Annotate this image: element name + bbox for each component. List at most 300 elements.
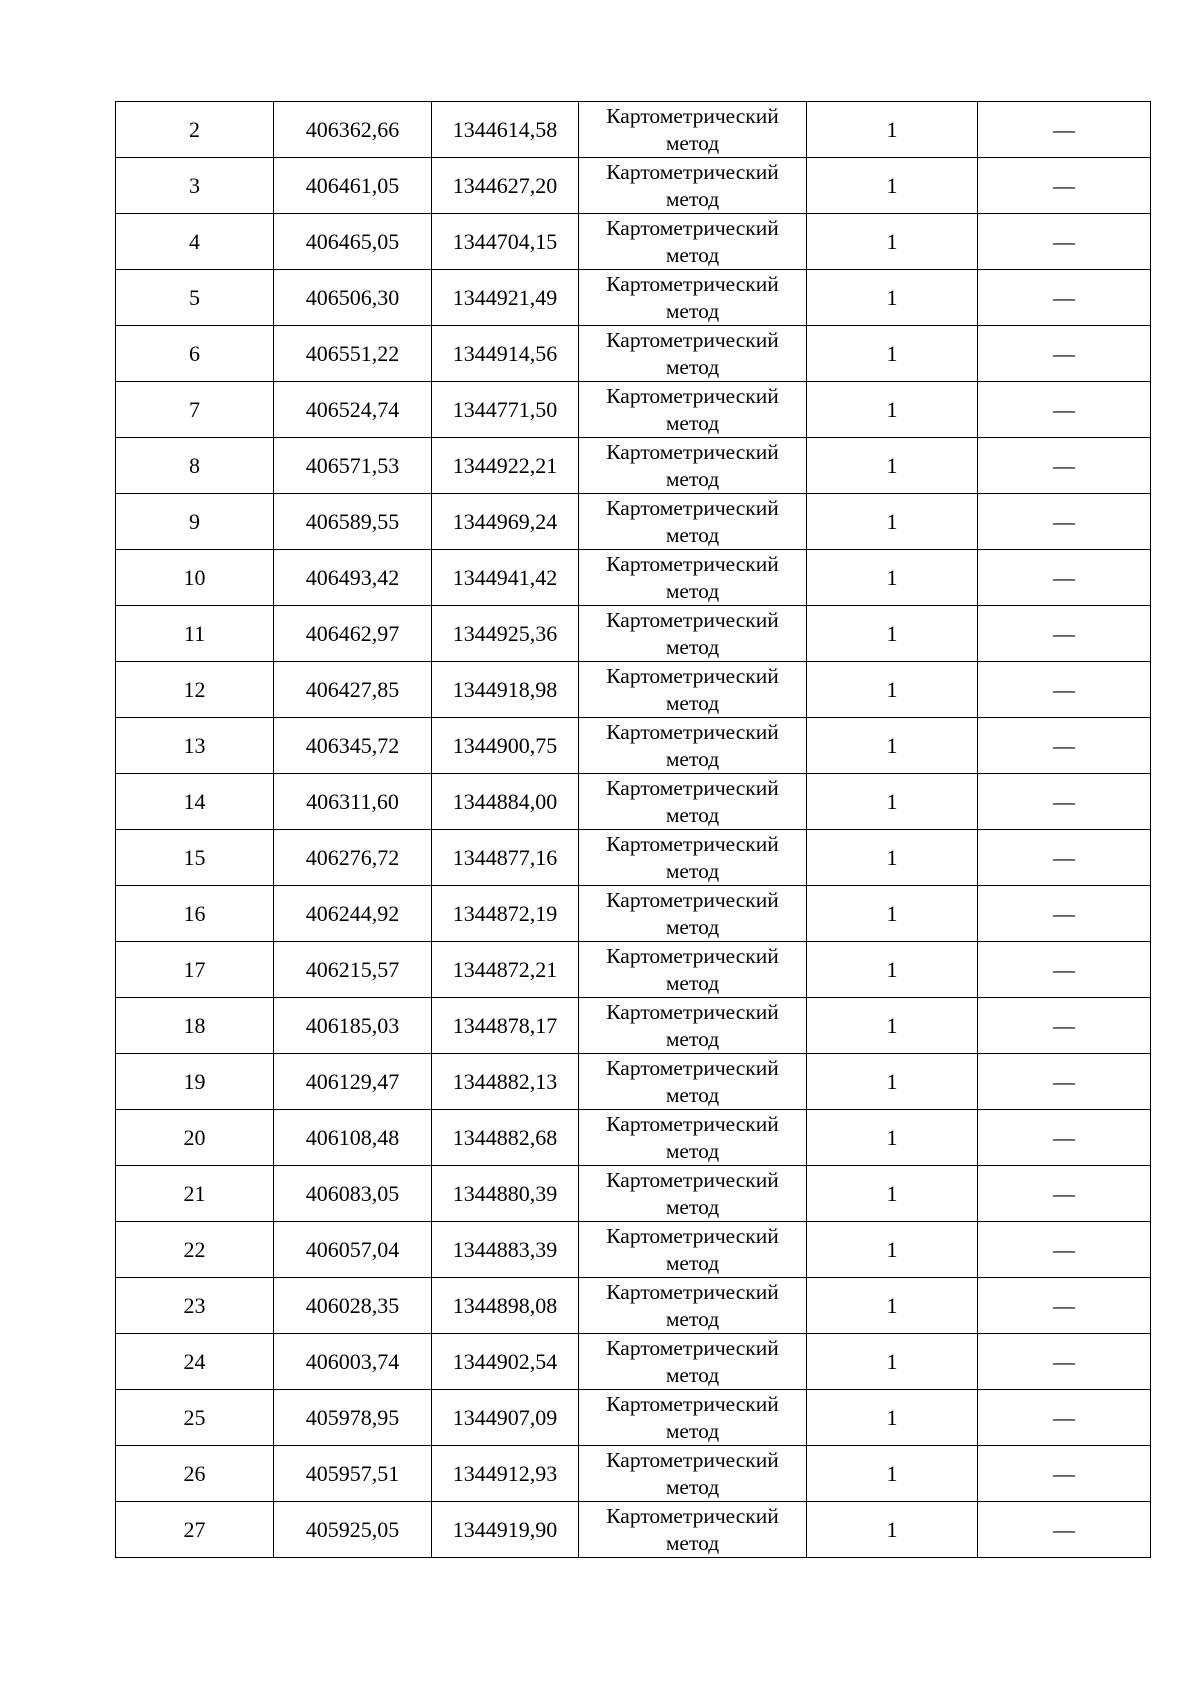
table-row xyxy=(116,382,1151,438)
y-coordinate-cell xyxy=(432,494,579,550)
method-line-1: Картометрический xyxy=(606,327,779,352)
note-dash: — xyxy=(1053,284,1075,310)
x-coordinate: 405925,05 xyxy=(305,1516,400,1542)
note-dash: — xyxy=(1053,1348,1075,1374)
accuracy-value: 1 xyxy=(886,508,898,534)
table-row xyxy=(116,214,1151,270)
accuracy-value: 1 xyxy=(886,1404,898,1430)
point-number-cell xyxy=(116,382,274,438)
note-dash: — xyxy=(1053,1236,1075,1262)
table-row xyxy=(116,1390,1151,1446)
note-cell xyxy=(978,662,1151,718)
method-line-1: Картометрический xyxy=(606,1223,779,1248)
table-row xyxy=(116,1278,1151,1334)
method-line-1: Картометрический xyxy=(606,1167,779,1192)
method-cell xyxy=(579,1446,807,1502)
accuracy-value: 1 xyxy=(886,844,898,870)
x-coordinate: 406185,03 xyxy=(305,1012,400,1038)
method-cell xyxy=(579,1054,807,1110)
accuracy-value: 1 xyxy=(886,620,898,646)
accuracy-value: 1 xyxy=(886,172,898,198)
point-number: 15 xyxy=(183,844,206,870)
x-coordinate: 406551,22 xyxy=(305,340,400,366)
note-cell xyxy=(978,214,1151,270)
point-number-cell xyxy=(116,886,274,942)
point-number: 24 xyxy=(183,1348,206,1374)
note-cell xyxy=(978,1166,1151,1222)
method-line-2: метод xyxy=(665,1418,720,1443)
y-coordinate: 1344907,09 xyxy=(452,1404,558,1430)
table-row xyxy=(116,494,1151,550)
x-coordinate: 406345,72 xyxy=(305,732,400,758)
method-line-2: метод xyxy=(665,1474,720,1499)
x-coordinate: 406057,04 xyxy=(305,1236,400,1262)
note-cell xyxy=(978,270,1151,326)
method-cell xyxy=(579,942,807,998)
method-line-1: Картометрический xyxy=(606,159,779,184)
note-dash: — xyxy=(1053,844,1075,870)
note-cell xyxy=(978,326,1151,382)
y-coordinate-cell xyxy=(432,382,579,438)
table-row xyxy=(116,774,1151,830)
x-coordinate: 406003,74 xyxy=(305,1348,400,1374)
table-row xyxy=(116,438,1151,494)
y-coordinate: 1344771,50 xyxy=(452,396,558,422)
y-coordinate-cell xyxy=(432,270,579,326)
y-coordinate-cell xyxy=(432,998,579,1054)
y-coordinate: 1344912,93 xyxy=(452,1460,558,1486)
x-coordinate-cell xyxy=(274,1502,432,1558)
point-number: 18 xyxy=(183,1012,206,1038)
x-coordinate: 405978,95 xyxy=(305,1404,400,1430)
point-number-cell xyxy=(116,1110,274,1166)
method-line-2: метод xyxy=(665,578,720,603)
x-coordinate: 406462,97 xyxy=(305,620,400,646)
note-cell xyxy=(978,1278,1151,1334)
method-cell xyxy=(579,1110,807,1166)
accuracy-cell xyxy=(807,886,978,942)
y-coordinate-cell xyxy=(432,1054,579,1110)
y-coordinate: 1344880,39 xyxy=(452,1180,558,1206)
x-coordinate: 406362,66 xyxy=(305,116,400,142)
method-line-1: Картометрический xyxy=(606,103,779,128)
point-number: 5 xyxy=(189,284,200,310)
note-cell xyxy=(978,102,1151,158)
method-cell xyxy=(579,158,807,214)
method-line-1: Картометрический xyxy=(606,607,779,632)
method-line-2: метод xyxy=(665,1250,720,1275)
method-cell xyxy=(579,102,807,158)
y-coordinate: 1344872,19 xyxy=(452,900,558,926)
note-cell xyxy=(978,998,1151,1054)
accuracy-value: 1 xyxy=(886,1348,898,1374)
accuracy-cell xyxy=(807,214,978,270)
coordinates-table xyxy=(115,101,1151,1558)
point-number: 17 xyxy=(183,956,206,982)
point-number-cell xyxy=(116,1390,274,1446)
note-cell xyxy=(978,774,1151,830)
method-cell xyxy=(579,998,807,1054)
y-coordinate-cell xyxy=(432,158,579,214)
y-coordinate-cell xyxy=(432,550,579,606)
note-dash: — xyxy=(1053,620,1075,646)
method-line-2: метод xyxy=(665,1306,720,1331)
table-row xyxy=(116,270,1151,326)
method-line-1: Картометрический xyxy=(606,383,779,408)
y-coordinate: 1344614,58 xyxy=(452,116,558,142)
note-dash: — xyxy=(1053,1460,1075,1486)
y-coordinate-cell xyxy=(432,662,579,718)
point-number: 27 xyxy=(183,1516,206,1542)
note-dash: — xyxy=(1053,732,1075,758)
accuracy-cell xyxy=(807,1166,978,1222)
method-cell xyxy=(579,1390,807,1446)
point-number-cell xyxy=(116,718,274,774)
accuracy-value: 1 xyxy=(886,732,898,758)
method-line-1: Картометрический xyxy=(606,495,779,520)
note-dash: — xyxy=(1053,396,1075,422)
note-dash: — xyxy=(1053,956,1075,982)
method-line-2: метод xyxy=(665,242,720,267)
point-number: 13 xyxy=(183,732,206,758)
note-cell xyxy=(978,158,1151,214)
accuracy-cell xyxy=(807,1446,978,1502)
point-number: 23 xyxy=(183,1292,206,1318)
method-line-1: Картометрический xyxy=(606,1335,779,1360)
method-line-2: метод xyxy=(665,858,720,883)
x-coordinate-cell xyxy=(274,214,432,270)
table-row xyxy=(116,326,1151,382)
note-dash: — xyxy=(1053,1180,1075,1206)
x-coordinate: 406129,47 xyxy=(305,1068,400,1094)
table-row xyxy=(116,1334,1151,1390)
accuracy-cell xyxy=(807,438,978,494)
accuracy-value: 1 xyxy=(886,1180,898,1206)
x-coordinate: 406083,05 xyxy=(305,1180,400,1206)
method-line-1: Картометрический xyxy=(606,831,779,856)
note-cell xyxy=(978,1446,1151,1502)
accuracy-cell xyxy=(807,718,978,774)
accuracy-cell xyxy=(807,606,978,662)
point-number-cell xyxy=(116,662,274,718)
accuracy-value: 1 xyxy=(886,228,898,254)
accuracy-value: 1 xyxy=(886,1460,898,1486)
method-line-2: метод xyxy=(665,1362,720,1387)
x-coordinate-cell xyxy=(274,830,432,886)
method-line-1: Картометрический xyxy=(606,1447,779,1472)
y-coordinate: 1344872,21 xyxy=(452,956,558,982)
accuracy-cell xyxy=(807,494,978,550)
y-coordinate-cell xyxy=(432,886,579,942)
method-line-2: метод xyxy=(665,1194,720,1219)
accuracy-value: 1 xyxy=(886,396,898,422)
x-coordinate-cell xyxy=(274,270,432,326)
y-coordinate-cell xyxy=(432,718,579,774)
accuracy-cell xyxy=(807,1222,978,1278)
y-coordinate: 1344914,56 xyxy=(452,340,558,366)
y-coordinate-cell xyxy=(432,214,579,270)
method-line-2: метод xyxy=(665,522,720,547)
x-coordinate-cell xyxy=(274,1278,432,1334)
accuracy-cell xyxy=(807,102,978,158)
x-coordinate-cell xyxy=(274,102,432,158)
point-number: 7 xyxy=(189,396,200,422)
method-cell xyxy=(579,886,807,942)
y-coordinate: 1344925,36 xyxy=(452,620,558,646)
x-coordinate-cell xyxy=(274,1166,432,1222)
accuracy-cell xyxy=(807,158,978,214)
point-number-cell xyxy=(116,214,274,270)
y-coordinate: 1344969,24 xyxy=(452,508,558,534)
y-coordinate: 1344919,90 xyxy=(452,1516,558,1542)
note-dash: — xyxy=(1053,788,1075,814)
note-cell xyxy=(978,1502,1151,1558)
point-number-cell xyxy=(116,102,274,158)
x-coordinate-cell xyxy=(274,886,432,942)
note-dash: — xyxy=(1053,676,1075,702)
table-row xyxy=(116,886,1151,942)
accuracy-cell xyxy=(807,1278,978,1334)
y-coordinate-cell xyxy=(432,1278,579,1334)
method-cell xyxy=(579,1278,807,1334)
accuracy-value: 1 xyxy=(886,1516,898,1542)
y-coordinate-cell xyxy=(432,606,579,662)
table-row xyxy=(116,606,1151,662)
x-coordinate: 406427,85 xyxy=(305,676,400,702)
point-number: 21 xyxy=(183,1180,206,1206)
point-number-cell xyxy=(116,774,274,830)
table-row xyxy=(116,942,1151,998)
x-coordinate: 406524,74 xyxy=(305,396,400,422)
method-line-1: Картометрический xyxy=(606,887,779,912)
note-dash: — xyxy=(1053,228,1075,254)
note-cell xyxy=(978,718,1151,774)
method-cell xyxy=(579,1222,807,1278)
point-number-cell xyxy=(116,494,274,550)
point-number-cell xyxy=(116,606,274,662)
note-cell xyxy=(978,550,1151,606)
method-line-1: Картометрический xyxy=(606,1055,779,1080)
point-number: 3 xyxy=(189,172,200,198)
accuracy-value: 1 xyxy=(886,788,898,814)
method-line-1: Картометрический xyxy=(606,1279,779,1304)
table-row xyxy=(116,550,1151,606)
point-number: 10 xyxy=(183,564,206,590)
table-row xyxy=(116,1166,1151,1222)
method-line-1: Картометрический xyxy=(606,1503,779,1528)
x-coordinate-cell xyxy=(274,550,432,606)
note-dash: — xyxy=(1053,452,1075,478)
point-number-cell xyxy=(116,1222,274,1278)
x-coordinate-cell xyxy=(274,606,432,662)
accuracy-cell xyxy=(807,1110,978,1166)
y-coordinate-cell xyxy=(432,1446,579,1502)
x-coordinate-cell xyxy=(274,158,432,214)
method-line-1: Картометрический xyxy=(606,215,779,240)
point-number: 12 xyxy=(183,676,206,702)
method-line-2: метод xyxy=(665,1530,720,1555)
accuracy-cell xyxy=(807,1334,978,1390)
note-dash: — xyxy=(1053,1404,1075,1430)
table-row xyxy=(116,102,1151,158)
y-coordinate: 1344884,00 xyxy=(452,788,558,814)
method-cell xyxy=(579,270,807,326)
accuracy-cell xyxy=(807,1054,978,1110)
accuracy-cell xyxy=(807,774,978,830)
x-coordinate: 406465,05 xyxy=(305,228,400,254)
point-number-cell xyxy=(116,1502,274,1558)
note-cell xyxy=(978,1222,1151,1278)
note-cell xyxy=(978,886,1151,942)
x-coordinate: 406571,53 xyxy=(305,452,400,478)
method-line-2: метод xyxy=(665,634,720,659)
table-row xyxy=(116,718,1151,774)
x-coordinate-cell xyxy=(274,382,432,438)
x-coordinate-cell xyxy=(274,1222,432,1278)
method-cell xyxy=(579,494,807,550)
method-cell xyxy=(579,1166,807,1222)
note-cell xyxy=(978,1390,1151,1446)
point-number-cell xyxy=(116,1054,274,1110)
x-coordinate-cell xyxy=(274,774,432,830)
x-coordinate-cell xyxy=(274,1110,432,1166)
note-dash: — xyxy=(1053,1516,1075,1542)
method-line-1: Картометрический xyxy=(606,551,779,576)
point-number-cell xyxy=(116,998,274,1054)
point-number: 4 xyxy=(189,228,200,254)
accuracy-cell xyxy=(807,326,978,382)
note-cell xyxy=(978,382,1151,438)
accuracy-cell xyxy=(807,1502,978,1558)
accuracy-value: 1 xyxy=(886,956,898,982)
note-cell xyxy=(978,1334,1151,1390)
method-cell xyxy=(579,1334,807,1390)
method-cell xyxy=(579,718,807,774)
y-coordinate: 1344918,98 xyxy=(452,676,558,702)
accuracy-cell xyxy=(807,662,978,718)
point-number: 20 xyxy=(183,1124,206,1150)
y-coordinate-cell xyxy=(432,102,579,158)
note-dash: — xyxy=(1053,1124,1075,1150)
accuracy-cell xyxy=(807,1390,978,1446)
method-line-2: метод xyxy=(665,1138,720,1163)
accuracy-cell xyxy=(807,550,978,606)
accuracy-value: 1 xyxy=(886,1068,898,1094)
method-line-2: метод xyxy=(665,690,720,715)
accuracy-value: 1 xyxy=(886,1236,898,1262)
note-cell xyxy=(978,494,1151,550)
table-row xyxy=(116,1446,1151,1502)
point-number-cell xyxy=(116,326,274,382)
method-line-2: метод xyxy=(665,186,720,211)
x-coordinate-cell xyxy=(274,1054,432,1110)
y-coordinate: 1344941,42 xyxy=(452,564,558,590)
accuracy-value: 1 xyxy=(886,1012,898,1038)
accuracy-value: 1 xyxy=(886,284,898,310)
point-number-cell xyxy=(116,550,274,606)
x-coordinate: 406461,05 xyxy=(305,172,400,198)
accuracy-cell xyxy=(807,998,978,1054)
point-number: 6 xyxy=(189,340,200,366)
point-number-cell xyxy=(116,438,274,494)
note-cell xyxy=(978,438,1151,494)
x-coordinate: 406244,92 xyxy=(305,900,400,926)
point-number: 22 xyxy=(183,1236,206,1262)
y-coordinate: 1344900,75 xyxy=(452,732,558,758)
y-coordinate-cell xyxy=(432,326,579,382)
note-dash: — xyxy=(1053,116,1075,142)
y-coordinate-cell xyxy=(432,1222,579,1278)
accuracy-value: 1 xyxy=(886,340,898,366)
method-cell xyxy=(579,830,807,886)
table-row xyxy=(116,1054,1151,1110)
y-coordinate: 1344627,20 xyxy=(452,172,558,198)
point-number-cell xyxy=(116,270,274,326)
point-number: 14 xyxy=(183,788,206,814)
table-row xyxy=(116,830,1151,886)
y-coordinate-cell xyxy=(432,830,579,886)
point-number-cell xyxy=(116,1446,274,1502)
x-coordinate-cell xyxy=(274,326,432,382)
point-number-cell xyxy=(116,1278,274,1334)
table-row xyxy=(116,158,1151,214)
method-line-2: метод xyxy=(665,298,720,323)
note-dash: — xyxy=(1053,508,1075,534)
x-coordinate: 406028,35 xyxy=(305,1292,400,1318)
point-number: 26 xyxy=(183,1460,206,1486)
method-line-1: Картометрический xyxy=(606,439,779,464)
y-coordinate: 1344704,15 xyxy=(452,228,558,254)
accuracy-value: 1 xyxy=(886,900,898,926)
x-coordinate: 405957,51 xyxy=(305,1460,400,1486)
accuracy-value: 1 xyxy=(886,676,898,702)
coordinates-table-body xyxy=(116,102,1151,1558)
note-dash: — xyxy=(1053,900,1075,926)
table-row xyxy=(116,1502,1151,1558)
x-coordinate: 406215,57 xyxy=(305,956,400,982)
note-cell xyxy=(978,1054,1151,1110)
y-coordinate: 1344922,21 xyxy=(452,452,558,478)
table-row xyxy=(116,662,1151,718)
accuracy-value: 1 xyxy=(886,116,898,142)
method-cell xyxy=(579,214,807,270)
x-coordinate-cell xyxy=(274,1446,432,1502)
x-coordinate: 406493,42 xyxy=(305,564,400,590)
method-line-2: метод xyxy=(665,410,720,435)
table-row xyxy=(116,1222,1151,1278)
accuracy-value: 1 xyxy=(886,1292,898,1318)
accuracy-cell xyxy=(807,270,978,326)
method-line-1: Картометрический xyxy=(606,1111,779,1136)
y-coordinate-cell xyxy=(432,1110,579,1166)
method-line-1: Картометрический xyxy=(606,1391,779,1416)
method-line-2: метод xyxy=(665,746,720,771)
y-coordinate-cell xyxy=(432,1390,579,1446)
method-line-2: метод xyxy=(665,130,720,155)
x-coordinate-cell xyxy=(274,998,432,1054)
y-coordinate-cell xyxy=(432,774,579,830)
note-dash: — xyxy=(1053,340,1075,366)
method-line-2: метод xyxy=(665,1082,720,1107)
point-number-cell xyxy=(116,158,274,214)
x-coordinate-cell xyxy=(274,1390,432,1446)
method-line-2: метод xyxy=(665,466,720,491)
x-coordinate: 406311,60 xyxy=(306,788,399,814)
method-cell xyxy=(579,774,807,830)
x-coordinate-cell xyxy=(274,1334,432,1390)
point-number-cell xyxy=(116,942,274,998)
table-row xyxy=(116,1110,1151,1166)
